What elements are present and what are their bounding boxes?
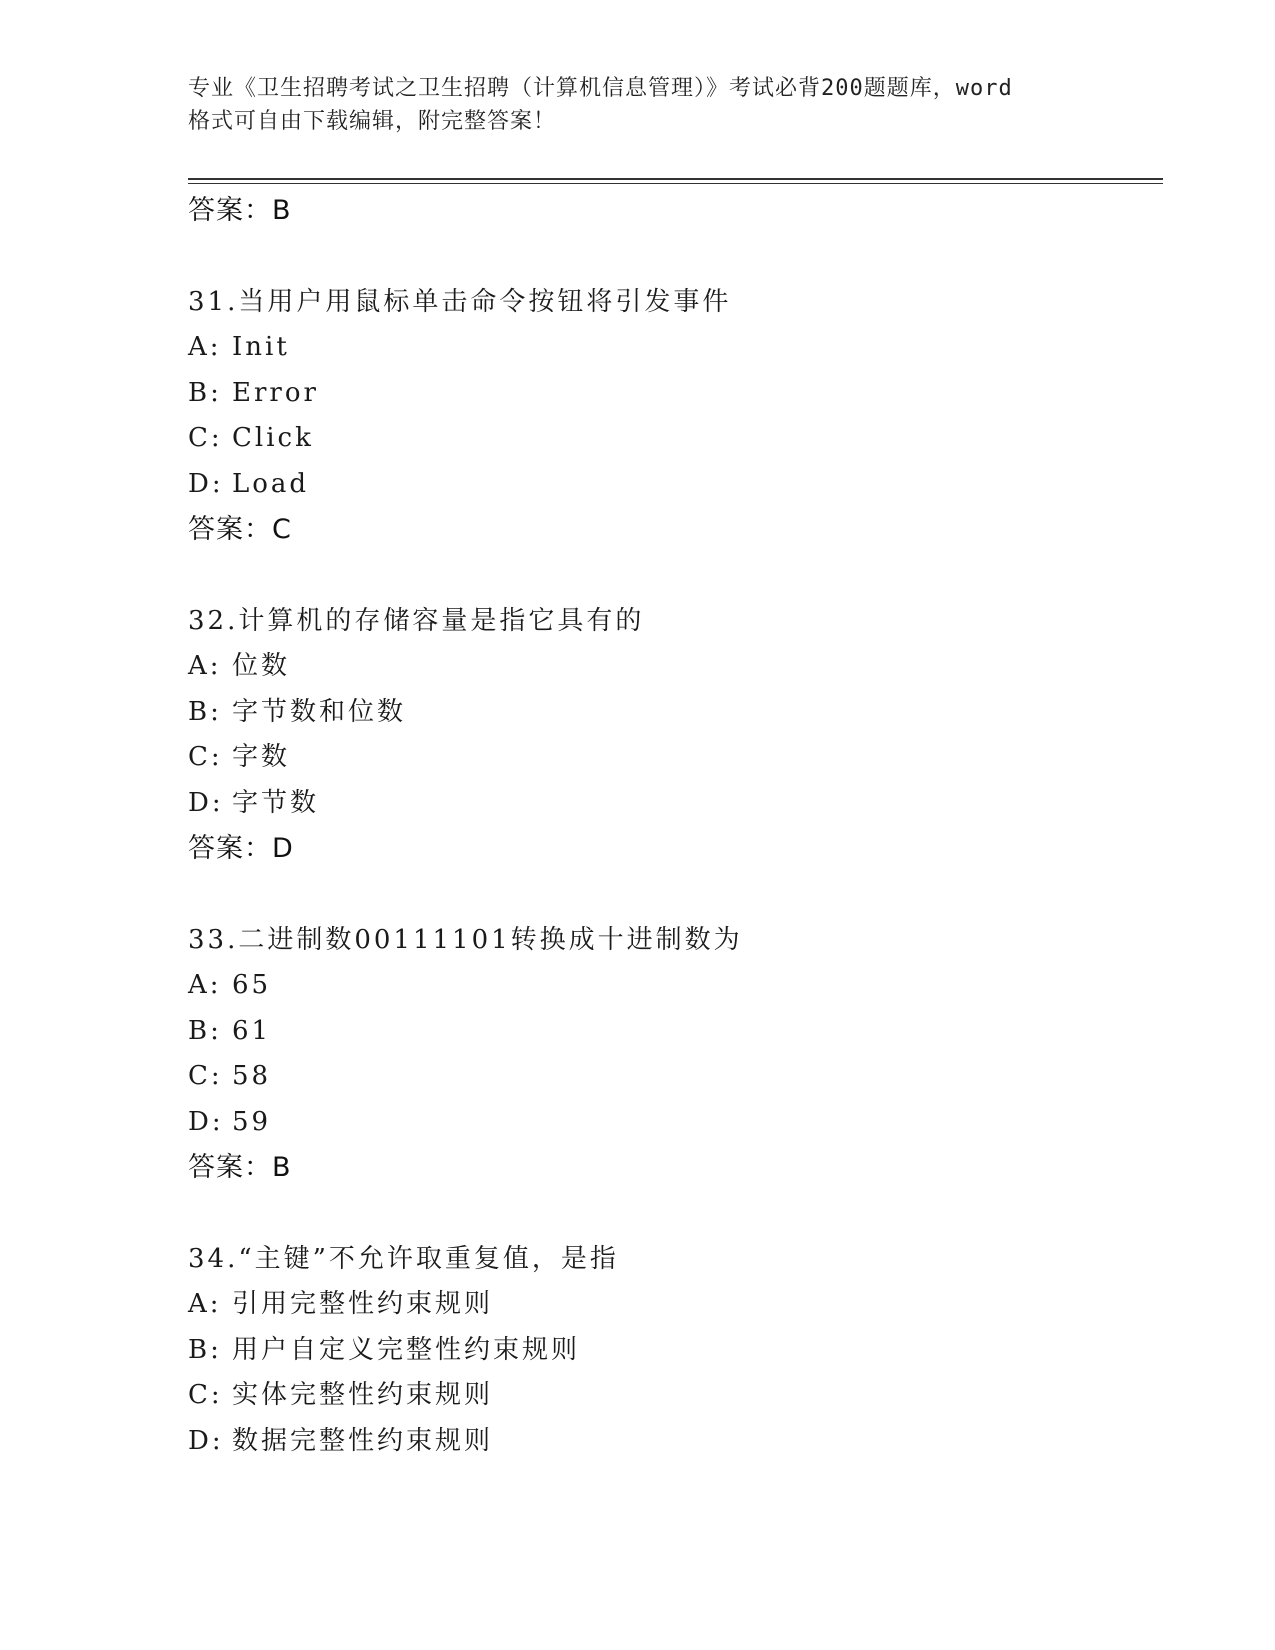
option-b	[188, 1009, 1163, 1055]
option-label: A:	[188, 651, 222, 681]
option-label: B:	[188, 1334, 222, 1365]
question-text: 32.计算机的存储容量是指它具有的	[188, 606, 645, 636]
option-c	[188, 1054, 1163, 1100]
option-d	[188, 1419, 1163, 1465]
option-d	[188, 462, 1163, 508]
question-text: 34.“主键”不允许取重复值，是指	[188, 1244, 619, 1274]
header-line-2: 格式可自由下载编辑，附完整答案！	[188, 109, 557, 134]
question-text: 31.当用户用鼠标单击命令按钮将引发事件	[188, 287, 732, 317]
option-text: 字节数	[232, 787, 320, 818]
header-divider-thick	[188, 178, 1163, 180]
option-c	[188, 735, 1163, 781]
option-label: B:	[188, 1015, 222, 1046]
option-d	[188, 781, 1163, 827]
question-block	[188, 918, 1163, 1190]
option-label: D:	[188, 1425, 224, 1456]
option-text: 实体完整性约束规则	[232, 1380, 494, 1410]
option-label: D:	[188, 1106, 224, 1137]
option-c	[188, 416, 1163, 462]
option-text: 用户自定义完整性约束规则	[232, 1334, 581, 1365]
option-label: C:	[188, 1061, 223, 1091]
option-text: 61	[232, 1015, 272, 1046]
option-label: D:	[188, 468, 224, 499]
option-b	[188, 690, 1163, 736]
question-block	[188, 1237, 1163, 1464]
option-text: 位数	[232, 651, 291, 681]
option-label: B:	[188, 696, 222, 727]
question-block	[188, 280, 1163, 552]
option-text: 数据完整性约束规则	[232, 1425, 494, 1456]
answer-line: 答案：B	[188, 1152, 292, 1183]
question-list	[188, 188, 1163, 1464]
option-b	[188, 1328, 1163, 1374]
header-divider-thin	[188, 183, 1163, 184]
option-text: 字节数和位数	[232, 696, 407, 727]
option-a	[188, 325, 1163, 371]
option-label: C:	[188, 742, 223, 772]
option-a	[188, 963, 1163, 1009]
option-text: 引用完整性约束规则	[232, 1289, 494, 1319]
option-text: Error	[232, 377, 319, 408]
option-label: A:	[188, 1289, 222, 1319]
option-text: Load	[232, 468, 310, 499]
answer-line: 答案：D	[188, 833, 294, 864]
question-text: 33.二进制数00111101转换成十进制数为	[188, 925, 743, 955]
document-header	[188, 72, 1088, 138]
option-label: D:	[188, 787, 224, 818]
option-c	[188, 1373, 1163, 1419]
option-text: 59	[232, 1106, 272, 1137]
header-line-1: 专业《卫生招聘考试之卫生招聘（计算机信息管理）》考试必背200题题库，word	[188, 76, 1013, 101]
option-label: A:	[188, 332, 222, 362]
answer-line: 答案：C	[188, 514, 292, 545]
option-text: Click	[232, 423, 314, 453]
option-label: B:	[188, 377, 222, 408]
option-a	[188, 644, 1163, 690]
option-text: Init	[232, 332, 290, 362]
option-text: 65	[232, 970, 272, 1000]
option-label: C:	[188, 423, 223, 453]
option-label: C:	[188, 1380, 223, 1410]
option-b	[188, 371, 1163, 417]
option-a	[188, 1282, 1163, 1328]
answer-line: 答案：B	[188, 195, 292, 226]
question-block	[188, 599, 1163, 871]
option-text: 字数	[232, 742, 291, 772]
option-text: 58	[232, 1061, 272, 1091]
option-d	[188, 1100, 1163, 1146]
option-label: A:	[188, 970, 222, 1000]
